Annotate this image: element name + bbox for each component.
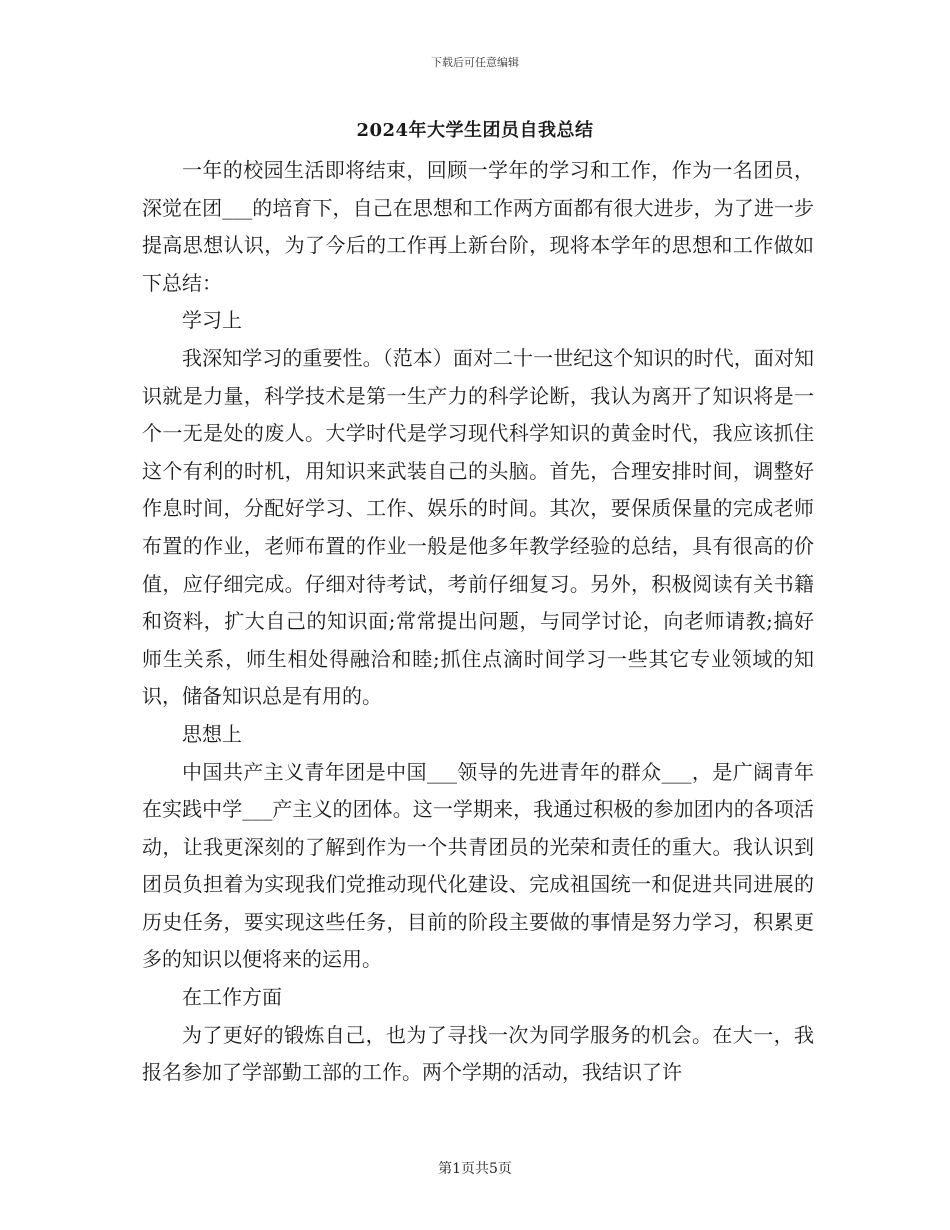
section-heading-thought: 思想上	[182, 721, 242, 746]
section-heading-study: 学习上	[182, 308, 242, 333]
paragraph-thought: 中国共产主义青年团是中国___领导的先进青年的群众___，是广阔青年在实践中学___产主义的团体。这一学期来，我通过积极的参加团内的各项活动，让我更深刻的了解到作为一个共青团员的光荣和责任的重大。我认识到团员负担着为实现我们党推动现代化建设、完成祖国统一和促进共同进展的历史任务，要实现这些任务，目前的阶段主要做的事情是努力学习，积累更多的知识以便将来的运用。	[142, 759, 814, 972]
document-body	[142, 152, 814, 1092]
paragraph-work: 为了更好的锻炼自己，也为了寻找一次为同学服务的机会。在大一，我报名参加了学部勤工部的工作。两个学期的活动，我结识了许	[142, 1022, 814, 1085]
section-heading-work: 在工作方面	[182, 985, 282, 1010]
paragraph-intro: 一年的校园生活即将结束，回顾一学年的学习和工作，作为一名团员，深觉在团___的培育下，自己在思想和工作两方面都有很大进步，为了进一步提高思想认识，为了今后的工作再上新台阶，现将本学年的思想和工作做如下总结：	[142, 158, 814, 295]
header-note: 下载后可任意编辑	[431, 56, 519, 69]
paragraph-study: 我深知学习的重要性。（范本）面对二十一世纪这个知识的时代，面对知识就是力量，科学技术是第一生产力的科学论断，我认为离开了知识将是一个一无是处的废人。大学时代是学习现代科学知识的黄金时代，我应该抓住这个有利的时机，用知识来武装自己的头脑。首先，合理安排时间，调整好作息时间，分配好学习、工作、娱乐的时间。其次，要保质保量的完成老师布置的作业，老师布置的作业一般是他多年教学经验的总结，具有很高的价值，应仔细完成。仔细对待考试，考前仔细复习。另外，积极阅读有关书籍和资料，扩大自己的知识面;常常提出问题，与同学讨论，向老师请教;搞好师生关系，师生相处得融洽和睦;抓住点滴时间学习一些其它专业领域的知识，储备知识总是有用的。	[142, 345, 814, 709]
document-title: 2024年大学生团员自我总结	[356, 120, 594, 141]
page-footer: 第1页共5页	[438, 1161, 512, 1177]
